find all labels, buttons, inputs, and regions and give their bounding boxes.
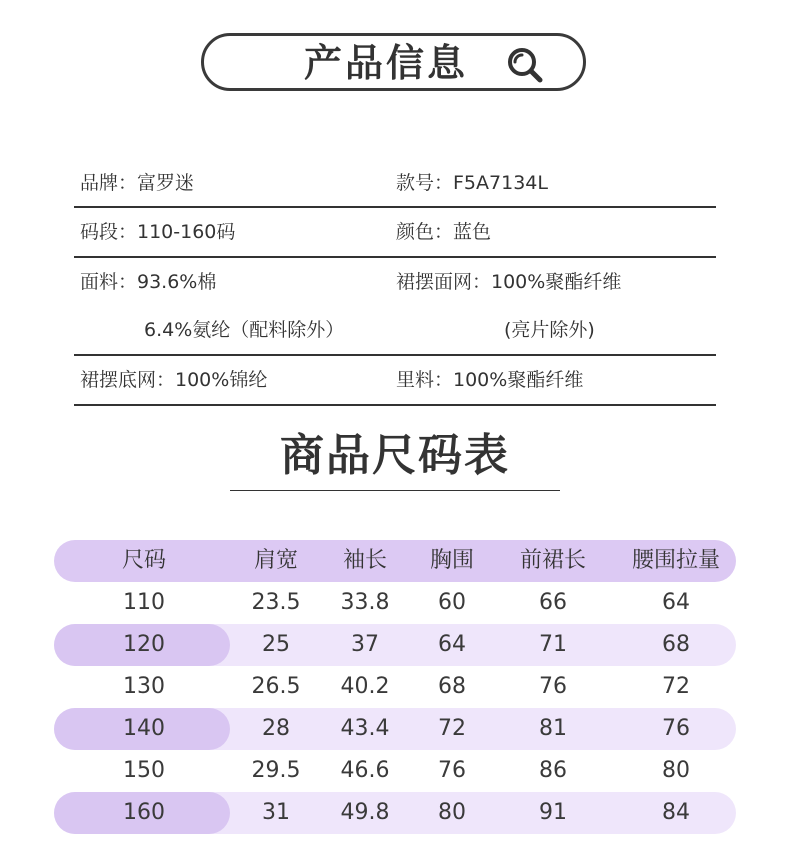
table-cell: 110 [123, 590, 165, 615]
table-cell: 91 [539, 800, 567, 825]
table-row [54, 624, 736, 666]
title-pill [201, 33, 586, 91]
table-cell: 60 [438, 590, 466, 615]
info-skirt-mesh-note: (亮片除外) [504, 319, 595, 341]
table-cell: 68 [662, 632, 690, 657]
table-cell: 81 [539, 716, 567, 741]
table-row [54, 750, 736, 792]
table-header-cell: 胸围 [429, 548, 475, 573]
table-row [54, 708, 736, 750]
table-cell: 26.5 [251, 674, 301, 699]
table-row [54, 792, 736, 834]
table-cell: 29.5 [251, 758, 301, 783]
info-divider [74, 404, 716, 406]
info-size-range: 码段：110-160码 [80, 221, 236, 243]
info-brand: 品牌：富罗迷 [80, 172, 195, 194]
table-cell: 80 [662, 758, 690, 783]
info-fabric: 面料：93.6%棉 [80, 271, 217, 293]
table-cell: 68 [438, 674, 466, 699]
table-header-cell: 肩宽 [253, 548, 299, 573]
table-header-cell: 尺码 [121, 548, 167, 573]
table-row [54, 582, 736, 624]
table-cell: 40.2 [340, 674, 390, 699]
table-cell: 33.8 [340, 590, 390, 615]
table-cell: 71 [539, 632, 567, 657]
size-chart-underline [230, 490, 560, 491]
table-cell: 25 [262, 632, 290, 657]
table-cell: 150 [123, 758, 165, 783]
table-cell: 130 [123, 674, 165, 699]
table-cell: 76 [539, 674, 567, 699]
table-cell: 140 [123, 716, 165, 741]
info-skirt-mesh: 裙摆面网：100%聚酯纤维 [396, 271, 622, 293]
table-cell: 80 [438, 800, 466, 825]
table-cell: 66 [539, 590, 567, 615]
info-divider [74, 206, 716, 208]
table-cell: 76 [662, 716, 690, 741]
info-fabric-2: 6.4%氨纶（配料除外） [144, 319, 345, 341]
table-cell: 76 [438, 758, 466, 783]
page-title: 产品信息 [304, 41, 469, 85]
table-header-cell: 腰围拉量 [631, 548, 721, 573]
table-header-row [54, 540, 736, 582]
table-cell: 49.8 [340, 800, 390, 825]
table-cell: 160 [123, 800, 165, 825]
info-color: 颜色：蓝色 [396, 221, 492, 243]
table-cell: 120 [123, 632, 165, 657]
table-cell: 37 [351, 632, 379, 657]
table-cell: 28 [262, 716, 290, 741]
size-chart-title: 商品尺码表 [280, 430, 510, 481]
table-cell: 72 [662, 674, 690, 699]
table-cell: 64 [438, 632, 466, 657]
table-cell: 43.4 [340, 716, 390, 741]
info-divider [74, 256, 716, 258]
search-icon [506, 46, 544, 84]
table-cell: 23.5 [251, 590, 301, 615]
info-skirt-base: 裙摆底网：100%锦纶 [80, 369, 268, 391]
table-header-cell: 袖长 [342, 548, 388, 573]
info-lining: 里料：100%聚酯纤维 [396, 369, 584, 391]
table-cell: 31 [262, 800, 290, 825]
table-cell: 46.6 [340, 758, 390, 783]
table-cell: 86 [539, 758, 567, 783]
info-style-no: 款号：F5A7134L [396, 172, 548, 194]
table-cell: 64 [662, 590, 690, 615]
table-row [54, 666, 736, 708]
table-header-cell: 前裙长 [519, 548, 587, 573]
table-cell: 84 [662, 800, 690, 825]
table-cell: 72 [438, 716, 466, 741]
info-divider [74, 354, 716, 356]
